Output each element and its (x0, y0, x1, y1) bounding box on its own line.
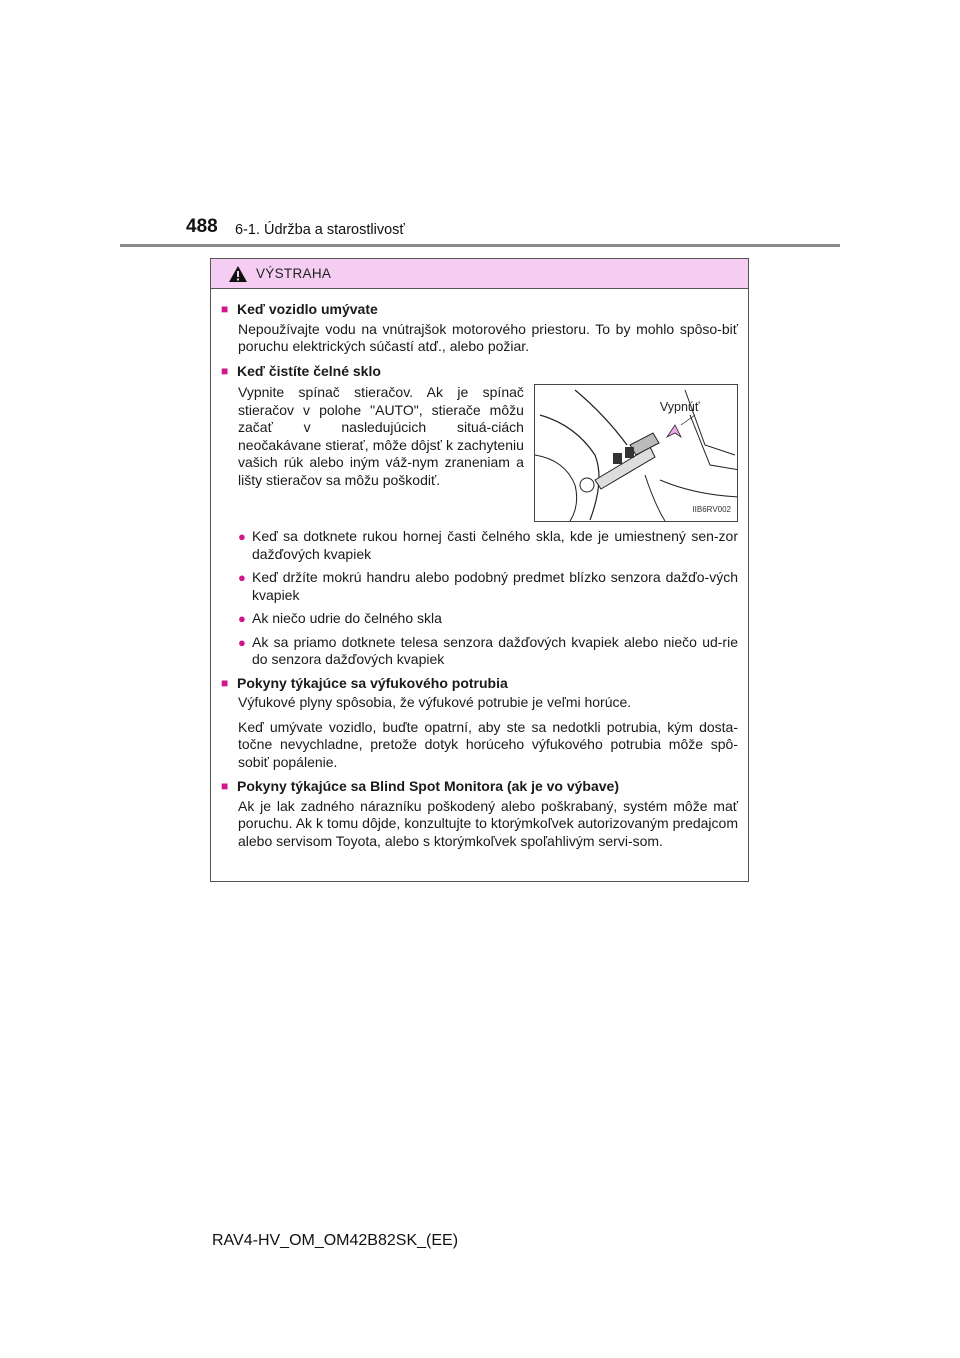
warning-box (210, 258, 749, 882)
paragraph: Keď umývate vozidlo, buďte opatrní, aby ste sa nedotkli potrubia, kým dosta-točne nevychladne, pretože dotyk horúceho výfukového potrubia môže spô-sobiť popálenie. (238, 718, 738, 770)
document-code: RAV4-HV_OM_OM42B82SK_(EE) (212, 1232, 459, 1249)
warning-title: VÝSTRAHA (256, 266, 332, 281)
figure-code: IIB6RV002 (692, 504, 731, 514)
figure-callout: Vypnúť (659, 400, 700, 414)
section-title: 6-1. Údržba a starostlivosť (235, 222, 405, 238)
warning-header (211, 259, 748, 289)
dot-bullet-icon: ● (238, 634, 246, 650)
warning-heading (221, 301, 738, 319)
heading-text: Keď vozidlo umývate (237, 301, 378, 317)
page-number: 488 (186, 216, 218, 237)
paragraph: Ak je lak zadného nárazníku poškodený alebo poškrabaný, systém môže mať poruchu. Ak k tomu dôjde, konzultujte to ktorýmkoľvek autorizovaným predajcom alebo servisom Toyota, alebo s ktorýmkoľvek spoľahlivým servi-som. (238, 797, 738, 849)
warning-heading (221, 778, 738, 796)
square-bullet-icon: ■ (221, 675, 229, 690)
list-item-text: Ak sa priamo dotknete telesa senzora dažďových kvapiek alebo niečo ud-rie do senzora dažďových kvapiek (252, 633, 738, 667)
list-item (238, 610, 738, 628)
paragraph: Nepoužívajte vodu na vnútrajšok motorového priestoru. To by mohlo spôso-biť poruchu elektrických súčastí atď., alebo požiar. (238, 320, 738, 354)
header-rule (120, 244, 840, 247)
list-item (238, 634, 738, 669)
dot-bullet-icon: ● (238, 570, 246, 585)
list-item-text: Ak niečo udrie do čelného skla (252, 610, 442, 626)
dot-bullet-icon: ● (238, 529, 246, 544)
list-item-text: Keď držíte mokrú handru alebo podobný predmet blízko senzora dažďo-vých kvapiek (252, 569, 738, 603)
heading-text: Keď čistíte čelné sklo (237, 362, 381, 379)
dot-bullet-icon: ● (238, 611, 246, 626)
square-bullet-icon: ■ (221, 779, 229, 793)
square-bullet-icon: ■ (221, 363, 229, 378)
warning-triangle-icon (228, 265, 248, 283)
list-item-text: Keď sa dotknete rukou hornej časti čelného skla, kde je umiestnený sen-zor dažďových kvapiek (252, 528, 738, 562)
paragraph: Vypnite spínač stieračov. Ak je spínač stieračov v polohe "AUTO", stierače môžu začať v nasledujúcich situá-ciách neočakávane stierať, môže dôjsť k zachyteniu vašich rúk alebo iným váž-nym zraneniam a lišty stieračov sa môžu poškodiť. (238, 384, 524, 488)
warning-heading (221, 363, 738, 381)
list-item (238, 569, 738, 604)
square-bullet-icon: ■ (221, 302, 229, 316)
heading-text: Pokyny týkajúce sa výfukového potrubia (237, 674, 508, 691)
warning-body (211, 289, 748, 850)
figure-row (238, 382, 738, 522)
list-item (238, 528, 738, 563)
heading-text: Pokyny týkajúce sa Blind Spot Monitora (ak je vo výbave) (237, 778, 620, 794)
wiper-switch-figure (534, 384, 738, 522)
warning-heading (221, 675, 738, 693)
paragraph: Výfukové plyny spôsobia, že výfukové potrubie je veľmi horúce. (238, 694, 632, 710)
